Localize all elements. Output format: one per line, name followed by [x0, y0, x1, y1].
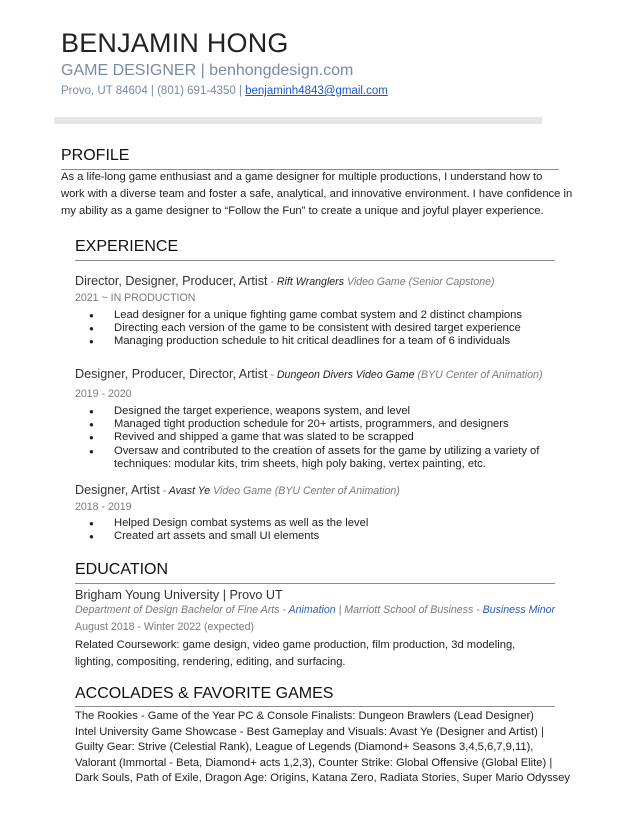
- bullet-item: ● Managed tight production schedule for 20+ artists, programmers, and designers: [75, 418, 539, 431]
- job-project: Avast Ye: [168, 485, 211, 497]
- profile-text: [61, 169, 572, 220]
- job-project: Rift Wranglers: [276, 276, 345, 288]
- accolades-line: Intel University Game Showcase - Best Gameplay and Visuals: Avast Ye (Designer and Artist) |: [75, 725, 544, 738]
- bullet-item: ● Created art assets and small UI elements: [75, 530, 368, 543]
- bullet-item: ● Managing production schedule to hit critical deadlines for a team of 6 individuals: [75, 335, 522, 348]
- profile-line: my ability as a game designer to “Follow the Fun” to create a unique and joyful player experience.: [61, 205, 544, 217]
- job-detail: Video Game (Senior Capstone): [344, 276, 495, 288]
- coursework-line: Related Coursework: game design, video game production, film production, 3d modeling,: [75, 639, 516, 651]
- profile-line: As a life-long game enthusiast and a game designer for multiple productions, I understand how to: [61, 171, 543, 183]
- section-rule-education: [75, 583, 555, 584]
- school-name: Brigham Young University | Provo UT: [75, 588, 283, 602]
- job-project: Dungeon Divers Video Game: [276, 369, 415, 381]
- job-bullets: [75, 309, 522, 349]
- candidate-name: BENJAMIN HONG: [61, 28, 289, 58]
- bullet-item: ● Oversaw and contributed to the creation of assets for the game by utilizing a variety of: [75, 445, 539, 458]
- job-bullets: [75, 405, 539, 471]
- bullet-item: ● Helped Design combat systems as well as the level: [75, 517, 368, 530]
- job-separator: -: [267, 276, 277, 288]
- bullet-item-continued: techniques: modular kits, trim sheets, high poly baking, vertex painting, etc.: [114, 457, 486, 470]
- job-separator: -: [267, 369, 277, 381]
- section-title-education: EDUCATION: [75, 561, 169, 578]
- job-role: Director, Designer, Producer, Artist: [75, 274, 268, 288]
- degree-text: Department of Design Bachelor of Fine Arts -: [75, 604, 289, 616]
- accolades-line: Guilty Gear: Strive (Celestial Rank), League of Legends (Diamond+ Seasons 3,4,5,6,7,9,11),: [75, 741, 534, 754]
- job-detail: Video Game (BYU Center of Animation): [210, 485, 400, 497]
- contact-address-phone: Provo, UT 84604 | (801) 691-4350 |: [61, 85, 246, 97]
- accolades-text: [75, 709, 570, 787]
- job-heading: [75, 483, 400, 497]
- section-rule-accolades: [75, 706, 555, 707]
- job-separator: -: [159, 485, 169, 497]
- section-rule-experience: [75, 260, 555, 261]
- contact-line: [61, 85, 388, 97]
- job-role: Designer, Producer, Director, Artist: [75, 367, 268, 381]
- job-role: Designer, Artist: [75, 483, 160, 497]
- section-title-experience: EXPERIENCE: [75, 238, 179, 255]
- section-title-profile: PROFILE: [61, 147, 130, 164]
- job-bullets: [75, 517, 368, 543]
- business-school-text: | Marriott School of Business -: [335, 604, 483, 616]
- bullet-item: ● Designed the target experience, weapons system, and level: [75, 405, 539, 418]
- accolades-line: Valorant (Immortal - Beta, Diamond+ acts 1,2,3), Counter Strike: Global Offensive (Global Elite) |: [75, 756, 553, 769]
- minor-link: Business Minor: [482, 604, 556, 616]
- accolades-line: Dark Souls, Path of Exile, Dragon Age: Origins, Katana Zero, Radiata Stories, Super Mario Odyssey: [75, 772, 570, 785]
- section-title-accolades: ACCOLADES & FAVORITE GAMES: [75, 685, 334, 702]
- degree-line: [75, 604, 555, 616]
- job-dates: 2021 ~ IN PRODUCTION: [75, 292, 196, 304]
- accolades-line: The Rookies - Game of the Year PC & Console Finalists: Dungeon Brawlers (Lead Designer): [75, 710, 534, 722]
- bullet-item: ● Lead designer for a unique fighting game combat system and 2 distinct champions: [75, 309, 522, 322]
- email-link[interactable]: benjaminh4843@gmail.com: [245, 85, 388, 97]
- job-dates: 2019 - 2020: [75, 388, 132, 400]
- bullet-item: ● Revived and shipped a game that was slated to be scrapped: [75, 431, 539, 444]
- job-heading: [75, 367, 542, 381]
- job-dates: 2018 - 2019: [75, 501, 132, 513]
- coursework-text: [75, 637, 515, 671]
- coursework-line: lighting, compositing, rendering, editing, and surfacing.: [75, 656, 346, 668]
- job-title-website: GAME DESIGNER | benhongdesign.com: [61, 62, 354, 79]
- education-dates: August 2018 - Winter 2022 (expected): [75, 621, 255, 633]
- header-divider-bar: [54, 117, 542, 124]
- job-heading: [75, 274, 495, 288]
- major-link: Animation: [288, 604, 336, 616]
- profile-line: work with a diverse team and foster a safe, analytical, and innovative environment. I have confidence in: [61, 188, 573, 200]
- job-detail: (BYU Center of Animation): [414, 369, 543, 381]
- bullet-item: ● Directing each version of the game to be consistent with desired target experience: [75, 322, 522, 335]
